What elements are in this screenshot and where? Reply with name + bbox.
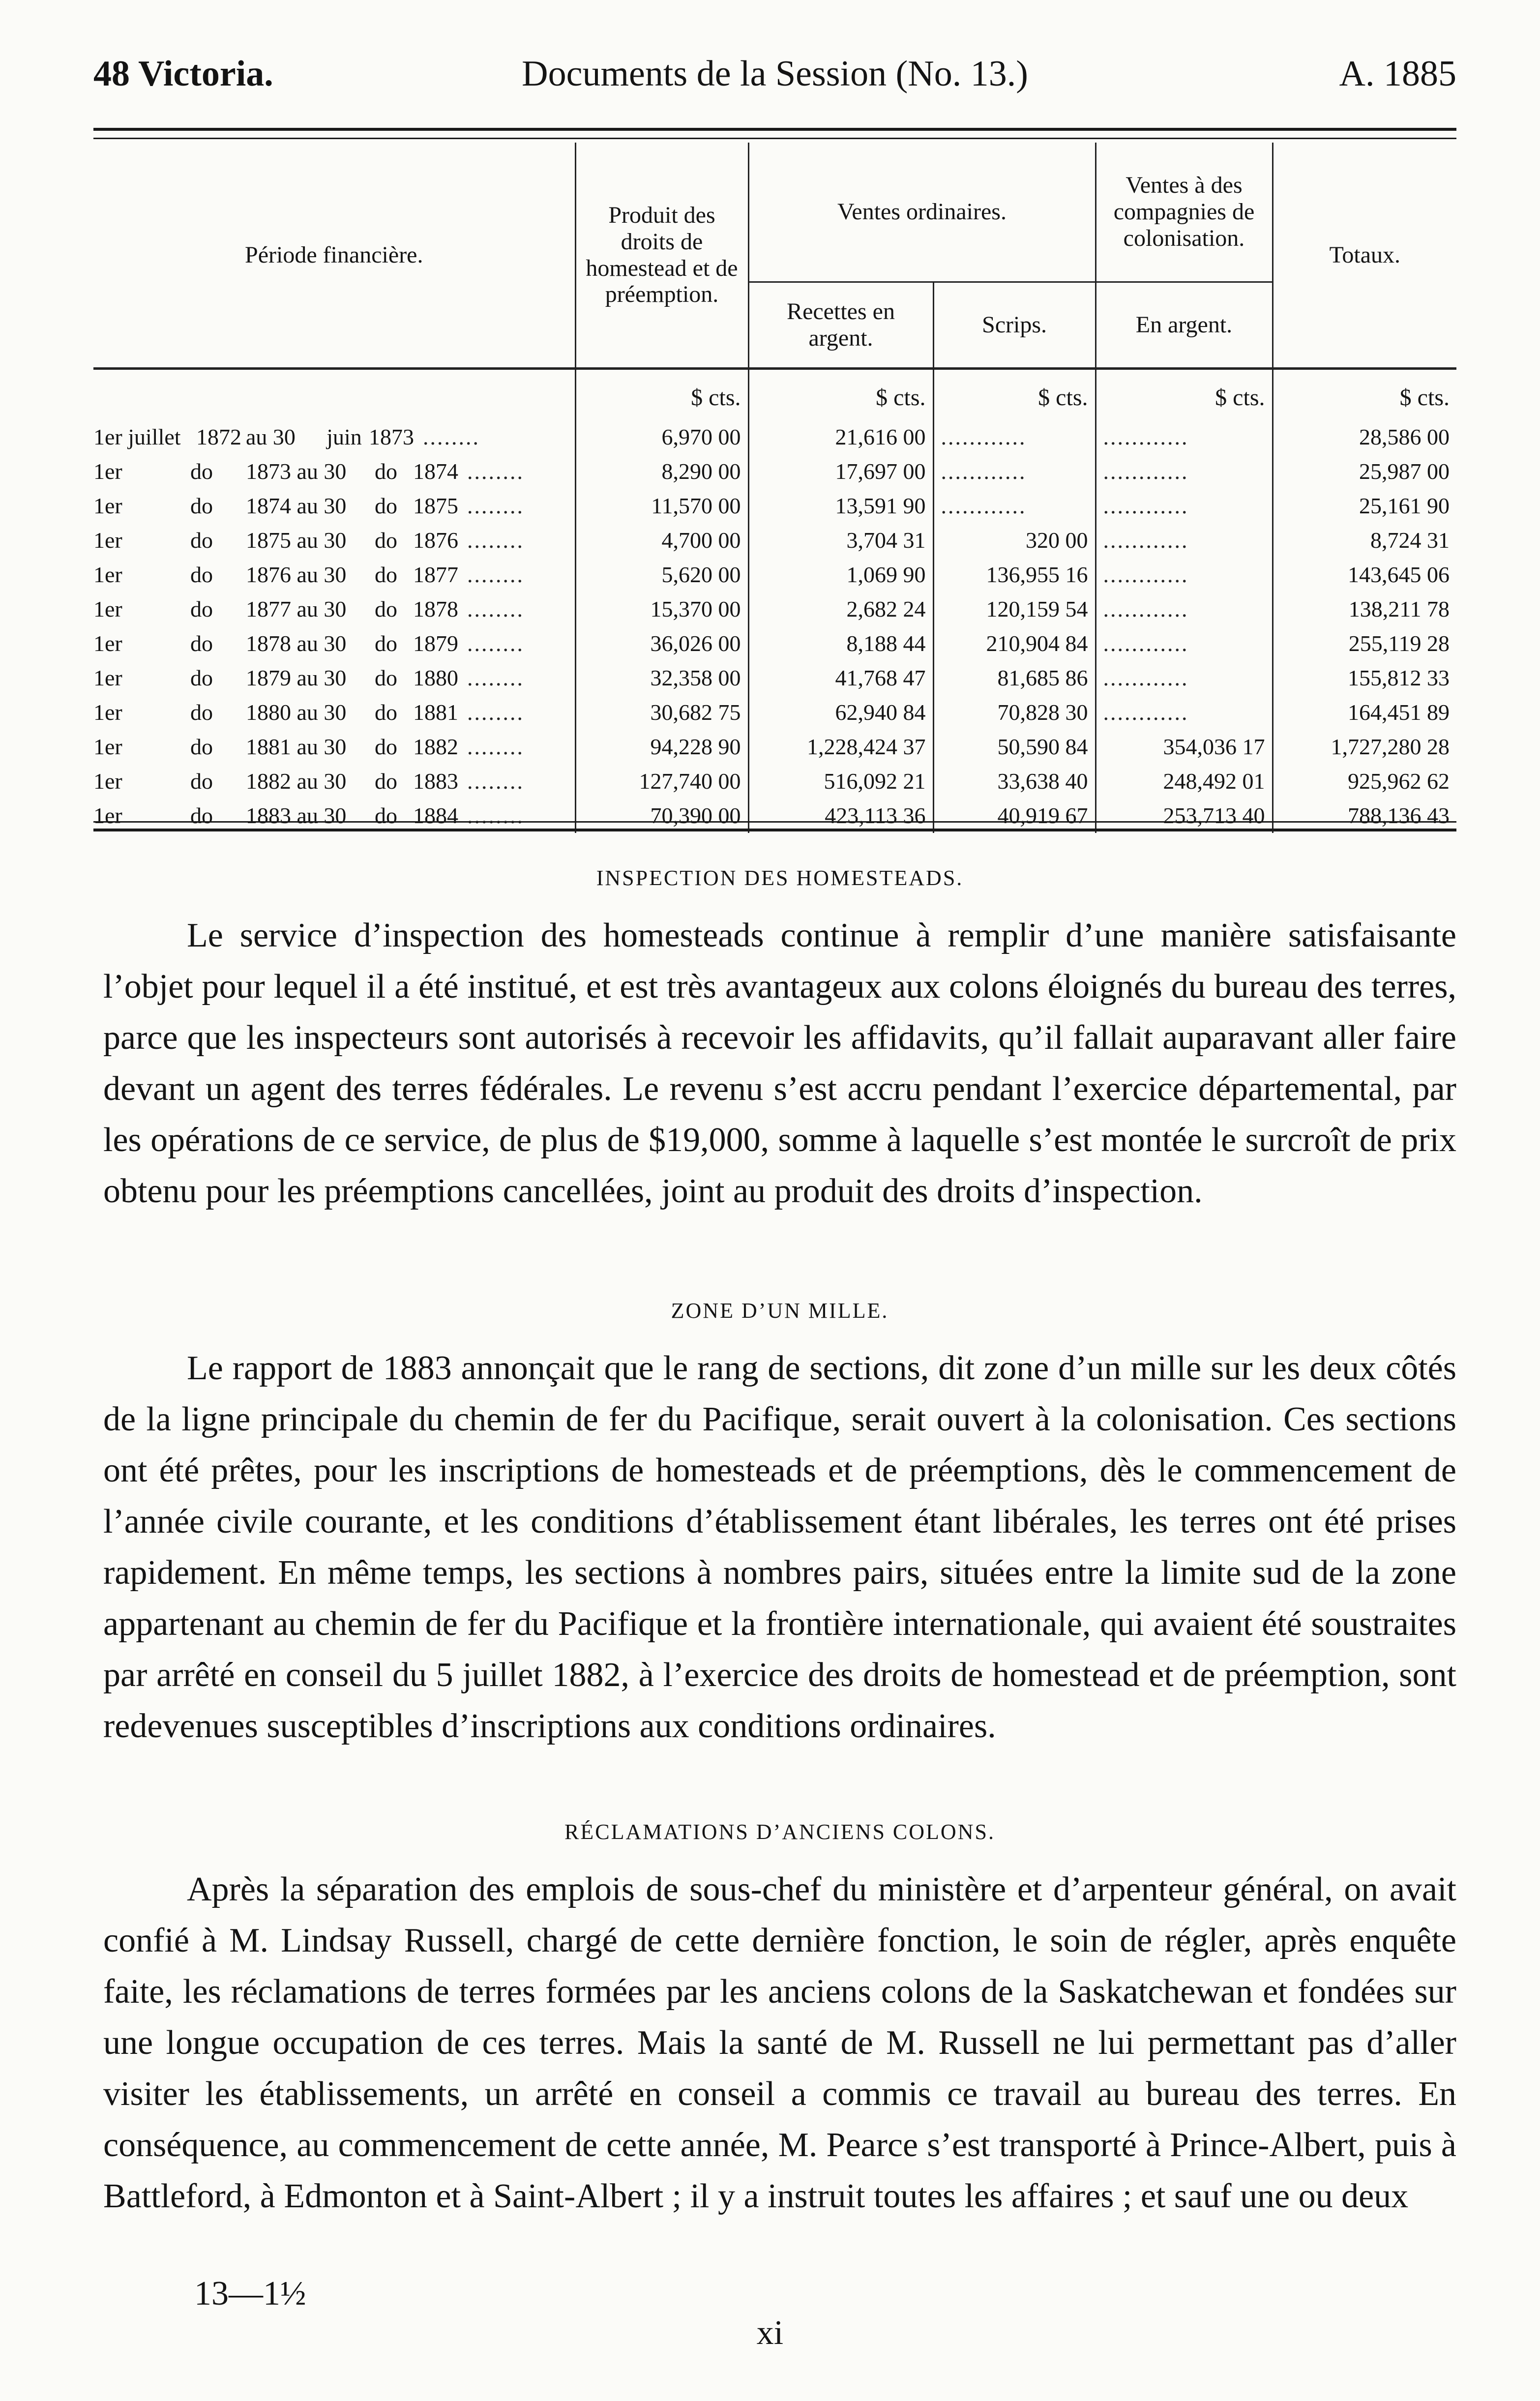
total-cell: 925,962 62 <box>1273 764 1456 799</box>
finance-table-wrapper <box>93 143 1456 833</box>
homestead-cell: 70,390 00 <box>575 799 748 833</box>
table-bottom-rule <box>93 821 1456 831</box>
recettes-cell: 423,113 36 <box>748 799 933 833</box>
homestead-cell: 8,290 00 <box>575 454 748 489</box>
period-end-month: do <box>375 768 397 794</box>
period-range: 1877 au 30 <box>246 596 347 622</box>
period-start-label: 1er <box>93 768 122 794</box>
period-range: au 30 <box>246 424 296 449</box>
period-month-or-year: do <box>190 802 213 828</box>
period-range: 1878 au 30 <box>246 630 347 656</box>
table-row <box>93 661 1456 695</box>
table-row <box>93 523 1456 558</box>
period-month-or-year: do <box>190 665 213 690</box>
argent-cell <box>1096 489 1273 523</box>
period-start-label: 1er <box>93 699 122 725</box>
table-row <box>93 420 1456 454</box>
argent-cell <box>1096 592 1273 626</box>
homestead-cell: 94,228 90 <box>575 730 748 764</box>
period-range: 1881 au 30 <box>246 734 347 759</box>
period-end-month: do <box>375 802 397 828</box>
homestead-cell: 15,370 00 <box>575 592 748 626</box>
argent-cell <box>1096 661 1273 695</box>
period-start-label: 1er <box>93 562 122 587</box>
dot-leaders: ........ <box>467 699 524 725</box>
total-cell: 164,451 89 <box>1273 695 1456 730</box>
dot-leaders: ........ <box>467 768 524 794</box>
table-row <box>93 764 1456 799</box>
header-totaux: Totaux. <box>1273 143 1456 369</box>
period-end-month: do <box>375 458 397 484</box>
table-row <box>93 558 1456 592</box>
total-cell: 143,645 06 <box>1273 558 1456 592</box>
total-cell: 28,586 00 <box>1273 420 1456 454</box>
units-blank <box>93 369 575 420</box>
header-scrips: Scrips. <box>933 282 1096 369</box>
period-cell <box>93 695 575 730</box>
dot-leaders: ........ <box>467 665 524 690</box>
period-month-or-year: do <box>190 493 213 518</box>
reclamations-paragraph: Après la séparation des emplois de sous-chef du ministère et d’arpenteur général, on avait confié à M. Lindsay Russell, chargé de cette dernière fonction, le soin de régler, après enquête faite, les réclamations de terres formées par les anciens colons de la Saskatchewan et fondées sur une longue occupation de ces terres. Mais la santé de M. Russell ne lui permettant pas d’aller visiter les établissements, un arrêté en conseil a commis ce travail au bureau des terres. En conséquence, au commencement de cette année, M. Pearce s’est transporté à Prince-Albert, puis à Battleford, à Edmonton et à Saint-Albert ; il y a instruit toutes les affaires ; et sauf une ou deux <box>103 1870 1456 2215</box>
dot-leaders: ........ <box>467 734 524 759</box>
period-month-or-year: do <box>190 630 213 656</box>
period-start-label: 1er <box>93 630 122 656</box>
inspection-section <box>103 865 1456 1217</box>
period-end-month: do <box>375 596 397 622</box>
dot-leaders: ........ <box>467 527 524 553</box>
empty-leaders: ............ <box>941 493 1027 518</box>
empty-leaders: ............ <box>1103 493 1189 518</box>
recettes-cell: 13,591 90 <box>748 489 933 523</box>
total-cell: 138,211 78 <box>1273 592 1456 626</box>
period-cell <box>93 626 575 661</box>
zone-paragraph: Le rapport de 1883 annonçait que le rang de sections, dit zone d’un mille sur les deux côtés de la ligne principale du chemin de fer du Pacifique, serait ouvert à la colonisation. Ces sections ont été prêtes, pour les inscriptions de homesteads et de préemptions, dès le commencement de l’année civile courante, et les conditions d’établissement étant libérales, les terres ont été prises rapidement. En même temps, les sections à nombres pairs, situées entre la limite sud de la zone appartenant au chemin de fer du Pacifique et la frontière internationale, qui avaient été soustraites par arrêté en conseil du 5 juillet 1882, à l’exercice des droits de homestead et de préemption, sont redevenues susceptibles d’inscriptions aux conditions ordinaires. <box>103 1349 1456 1745</box>
unit-total: $ cts. <box>1273 369 1456 420</box>
total-cell: 788,136 43 <box>1273 799 1456 833</box>
recettes-cell: 8,188 44 <box>748 626 933 661</box>
recettes-cell: 2,682 24 <box>748 592 933 626</box>
period-range: 1883 au 30 <box>246 802 347 828</box>
recettes-cell: 17,697 00 <box>748 454 933 489</box>
period-end-month: juin <box>326 424 362 449</box>
empty-leaders: ............ <box>1103 562 1189 587</box>
period-end-year: 1873 <box>369 424 414 449</box>
unit-argent: $ cts. <box>1096 369 1273 420</box>
empty-leaders: ............ <box>1103 527 1189 553</box>
finance-table <box>93 143 1456 833</box>
unit-homestead: $ cts. <box>575 369 748 420</box>
inspection-title: INSPECTION DES HOMESTEADS. <box>596 866 964 890</box>
period-end-year: 1880 <box>413 665 458 690</box>
total-cell: 25,161 90 <box>1273 489 1456 523</box>
argent-cell: 248,492 01 <box>1096 764 1273 799</box>
empty-leaders: ............ <box>1103 699 1189 725</box>
period-start-label: 1er juillet <box>93 424 181 449</box>
scrips-cell: 50,590 84 <box>933 730 1096 764</box>
empty-leaders: ............ <box>1103 424 1189 449</box>
header-en-argent: En argent. <box>1096 282 1273 369</box>
period-cell <box>93 764 575 799</box>
recettes-cell: 3,704 31 <box>748 523 933 558</box>
period-end-year: 1878 <box>413 596 458 622</box>
period-month-or-year: do <box>190 527 213 553</box>
dot-leaders: ........ <box>467 458 524 484</box>
header-year: A. 1885 <box>1339 54 1456 94</box>
period-end-month: do <box>375 665 397 690</box>
period-range: 1875 au 30 <box>246 527 347 553</box>
recettes-cell: 41,768 47 <box>748 661 933 695</box>
unit-scrips: $ cts. <box>933 369 1096 420</box>
reclamations-section <box>103 1819 1456 2222</box>
empty-leaders: ............ <box>1103 458 1189 484</box>
table-row <box>93 454 1456 489</box>
scrips-cell <box>933 454 1096 489</box>
period-cell <box>93 592 575 626</box>
dot-leaders: ........ <box>467 493 524 518</box>
period-month-or-year: do <box>190 734 213 759</box>
table-row <box>93 592 1456 626</box>
scrips-cell <box>933 420 1096 454</box>
table-top-rule <box>93 128 1456 139</box>
dot-leaders: ........ <box>467 802 524 828</box>
dot-leaders: ........ <box>423 424 480 449</box>
header-ventes-compagnies: Ventes à des compagnies de colonisation. <box>1096 143 1273 282</box>
units-row <box>93 369 1456 420</box>
argent-cell <box>1096 626 1273 661</box>
recettes-cell: 1,069 90 <box>748 558 933 592</box>
homestead-cell: 11,570 00 <box>575 489 748 523</box>
period-start-label: 1er <box>93 596 122 622</box>
running-header <box>93 47 1456 101</box>
reclamations-title: RÉCLAMATIONS D’ANCIENS COLONS. <box>564 1820 995 1844</box>
scrips-cell: 40,919 67 <box>933 799 1096 833</box>
table-row <box>93 730 1456 764</box>
header-ventes-ordinaires: Ventes ordinaires. <box>748 143 1096 282</box>
recettes-cell: 21,616 00 <box>748 420 933 454</box>
argent-cell <box>1096 454 1273 489</box>
period-end-month: do <box>375 630 397 656</box>
table-row <box>93 489 1456 523</box>
unit-recettes: $ cts. <box>748 369 933 420</box>
scrips-cell: 136,955 16 <box>933 558 1096 592</box>
period-range: 1873 au 30 <box>246 458 347 484</box>
period-end-year: 1881 <box>413 699 458 725</box>
recettes-cell: 62,940 84 <box>748 695 933 730</box>
period-end-month: do <box>375 493 397 518</box>
period-end-year: 1876 <box>413 527 458 553</box>
total-cell: 155,812 33 <box>1273 661 1456 695</box>
empty-leaders: ............ <box>1103 596 1189 622</box>
period-range: 1874 au 30 <box>246 493 347 518</box>
argent-cell <box>1096 523 1273 558</box>
page-number: xi <box>756 2314 784 2352</box>
total-cell: 25,987 00 <box>1273 454 1456 489</box>
header-recettes: Recettes en argent. <box>748 282 933 369</box>
period-end-month: do <box>375 562 397 587</box>
zone-section <box>103 1298 1456 1752</box>
dot-leaders: ........ <box>467 630 524 656</box>
period-end-year: 1879 <box>413 630 458 656</box>
scrips-cell: 320 00 <box>933 523 1096 558</box>
period-start-label: 1er <box>93 734 122 759</box>
empty-leaders: ............ <box>941 424 1027 449</box>
total-cell: 8,724 31 <box>1273 523 1456 558</box>
homestead-cell: 5,620 00 <box>575 558 748 592</box>
argent-cell <box>1096 558 1273 592</box>
scrips-cell: 210,904 84 <box>933 626 1096 661</box>
period-cell <box>93 730 575 764</box>
period-month-or-year: do <box>190 458 213 484</box>
zone-title: ZONE D’UN MILLE. <box>671 1299 889 1323</box>
period-cell <box>93 489 575 523</box>
inspection-paragraph: Le service d’inspection des homesteads continue à remplir d’une manière satisfaisante l’objet pour lequel il a été institué, et est très avantageux aux colons éloignés du bureau des terres, parce que les inspecteurs sont autorisés à recevoir les affidavits, qu’il fallait auparavant aller faire devant un agent des terres fédérales. Le revenu s’est accru pendant l’exercice départemental, par les opérations de ce service, de plus de $19,000, somme à laquelle s’est montée le surcroît de prix obtenu pour les préemptions cancellées, joint au produit des droits d’inspection. <box>103 917 1456 1210</box>
finance-table-body <box>93 369 1456 833</box>
period-end-month: do <box>375 527 397 553</box>
recettes-cell: 516,092 21 <box>748 764 933 799</box>
period-start-label: 1er <box>93 493 122 518</box>
table-row <box>93 695 1456 730</box>
period-start-label: 1er <box>93 665 122 690</box>
period-month-or-year: do <box>190 596 213 622</box>
period-cell <box>93 523 575 558</box>
period-end-month: do <box>375 734 397 759</box>
header-session: 48 Victoria. <box>93 54 273 94</box>
period-end-year: 1875 <box>413 493 458 518</box>
homestead-cell: 36,026 00 <box>575 626 748 661</box>
header-title: Documents de la Session (No. 13.) <box>522 54 1028 94</box>
period-month-or-year: 1872 <box>196 424 241 449</box>
period-start-label: 1er <box>93 527 122 553</box>
homestead-cell: 4,700 00 <box>575 523 748 558</box>
period-month-or-year: do <box>190 768 213 794</box>
period-cell <box>93 558 575 592</box>
period-cell <box>93 661 575 695</box>
period-end-year: 1874 <box>413 458 458 484</box>
period-start-label: 1er <box>93 458 122 484</box>
table-row <box>93 626 1456 661</box>
scrips-cell: 81,685 86 <box>933 661 1096 695</box>
argent-cell: 354,036 17 <box>1096 730 1273 764</box>
total-cell: 255,119 28 <box>1273 626 1456 661</box>
recettes-cell: 1,228,424 37 <box>748 730 933 764</box>
period-month-or-year: do <box>190 699 213 725</box>
period-end-year: 1883 <box>413 768 458 794</box>
total-cell: 1,727,280 28 <box>1273 730 1456 764</box>
argent-cell <box>1096 695 1273 730</box>
scrips-cell: 33,638 40 <box>933 764 1096 799</box>
period-range: 1882 au 30 <box>246 768 347 794</box>
header-homestead: Produit des droits de homestead et de préemption. <box>575 143 748 369</box>
scrips-cell: 120,159 54 <box>933 592 1096 626</box>
empty-leaders: ............ <box>1103 665 1189 690</box>
scrips-cell: 70,828 30 <box>933 695 1096 730</box>
period-range: 1876 au 30 <box>246 562 347 587</box>
period-month-or-year: do <box>190 562 213 587</box>
homestead-cell: 32,358 00 <box>575 661 748 695</box>
period-range: 1879 au 30 <box>246 665 347 690</box>
period-end-month: do <box>375 699 397 725</box>
homestead-cell: 127,740 00 <box>575 764 748 799</box>
period-end-year: 1882 <box>413 734 458 759</box>
dot-leaders: ........ <box>467 596 524 622</box>
period-end-year: 1884 <box>413 802 458 828</box>
period-end-year: 1877 <box>413 562 458 587</box>
homestead-cell: 6,970 00 <box>575 420 748 454</box>
header-period: Période financière. <box>93 143 575 369</box>
period-cell <box>93 420 575 454</box>
homestead-cell: 30,682 75 <box>575 695 748 730</box>
scrips-cell <box>933 489 1096 523</box>
empty-leaders: ............ <box>941 458 1027 484</box>
period-cell <box>93 454 575 489</box>
signature-mark: 13—1½ <box>194 2275 306 2312</box>
dot-leaders: ........ <box>467 562 524 587</box>
argent-cell: 253,713 40 <box>1096 799 1273 833</box>
empty-leaders: ............ <box>1103 630 1189 656</box>
period-range: 1880 au 30 <box>246 699 347 725</box>
argent-cell <box>1096 420 1273 454</box>
period-start-label: 1er <box>93 802 122 828</box>
